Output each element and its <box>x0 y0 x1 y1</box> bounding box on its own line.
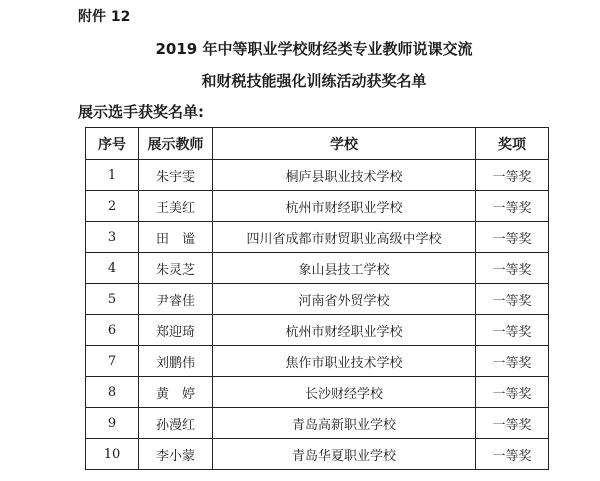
cell-school: 桐庐县职业技术学校 <box>213 160 476 191</box>
section-label: 展示选手获奖名单: <box>78 103 204 121</box>
cell-school: 四川省成都市财贸职业高级中学校 <box>213 222 476 253</box>
cell-teacher: 朱灵芝 <box>139 253 213 284</box>
cell-award: 一等奖 <box>476 253 549 284</box>
cell-teacher: 郑迎琦 <box>139 315 213 346</box>
annex-label: 附件 12 <box>78 9 131 25</box>
cell-school: 焦作市职业技术学校 <box>213 346 476 377</box>
cell-no: 10 <box>86 439 139 470</box>
cell-teacher: 黄 婷 <box>139 377 213 408</box>
cell-no: 2 <box>86 191 139 222</box>
cell-award: 一等奖 <box>476 408 549 439</box>
table-header-row <box>86 128 549 160</box>
cell-award: 一等奖 <box>476 377 549 408</box>
table-row <box>86 222 549 253</box>
cell-school: 杭州市财经职业学校 <box>213 315 476 346</box>
cell-school: 青岛华夏职业学校 <box>213 439 476 470</box>
cell-no: 3 <box>86 222 139 253</box>
table-row <box>86 377 549 408</box>
table-row <box>86 408 549 439</box>
cell-award: 一等奖 <box>476 191 549 222</box>
table-row <box>86 191 549 222</box>
cell-no: 5 <box>86 284 139 315</box>
cell-award: 一等奖 <box>476 315 549 346</box>
cell-no: 7 <box>86 346 139 377</box>
table-row <box>86 439 549 470</box>
cell-award: 一等奖 <box>476 222 549 253</box>
document-title-line-2: 和财税技能强化训练活动获奖名单 <box>201 72 427 90</box>
cell-teacher: 刘鹏伟 <box>139 346 213 377</box>
awards-table-body <box>86 160 549 470</box>
cell-school: 杭州市财经职业学校 <box>213 191 476 222</box>
header-school: 学校 <box>213 128 476 160</box>
header-teacher: 展示教师 <box>139 128 213 160</box>
cell-teacher: 孙漫红 <box>139 408 213 439</box>
table-row <box>86 160 549 191</box>
header-award: 奖项 <box>476 128 549 160</box>
cell-no: 1 <box>86 160 139 191</box>
cell-award: 一等奖 <box>476 284 549 315</box>
cell-no: 9 <box>86 408 139 439</box>
cell-no: 6 <box>86 315 139 346</box>
table-row <box>86 284 549 315</box>
document-title-line-1: 2019 年中等职业学校财经类专业教师说课交流 <box>155 40 473 58</box>
cell-teacher: 田 谧 <box>139 222 213 253</box>
cell-award: 一等奖 <box>476 160 549 191</box>
cell-school: 象山县技工学校 <box>213 253 476 284</box>
cell-award: 一等奖 <box>476 439 549 470</box>
cell-no: 4 <box>86 253 139 284</box>
table-row <box>86 346 549 377</box>
table-row <box>86 315 549 346</box>
cell-teacher: 尹睿佳 <box>139 284 213 315</box>
cell-award: 一等奖 <box>476 346 549 377</box>
cell-no: 8 <box>86 377 139 408</box>
header-no: 序号 <box>86 128 139 160</box>
cell-school: 河南省外贸学校 <box>213 284 476 315</box>
cell-teacher: 王美红 <box>139 191 213 222</box>
cell-school: 长沙财经学校 <box>213 377 476 408</box>
cell-teacher: 李小蒙 <box>139 439 213 470</box>
awards-table <box>85 127 549 470</box>
table-row <box>86 253 549 284</box>
cell-teacher: 朱宇雯 <box>139 160 213 191</box>
cell-school: 青岛高新职业学校 <box>213 408 476 439</box>
